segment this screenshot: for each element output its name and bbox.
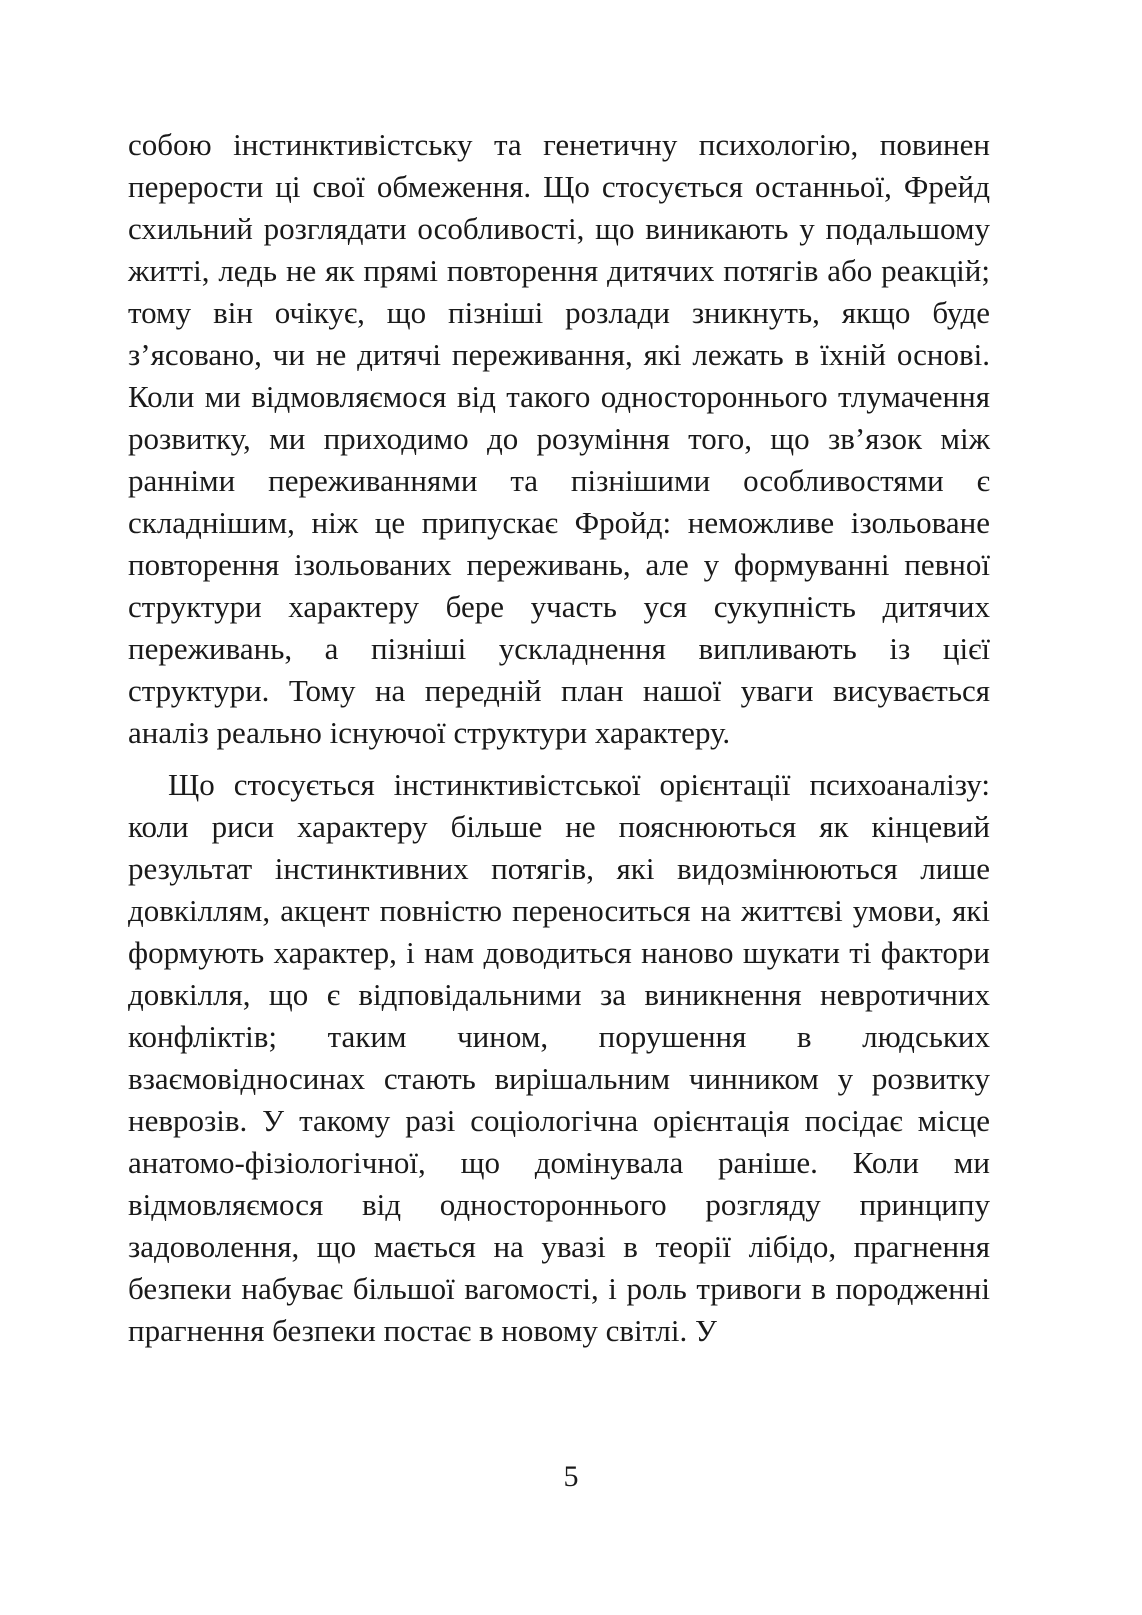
page-number: 5 (563, 1460, 579, 1493)
body-text (128, 124, 990, 1352)
paragraph-continued: собою інстинктивістську та генетичну психологію, повинен перерости ці свої обмеження. Що стосується останньої, Фрейд схильний розглядати особливості, що виникають у подальшому житті, ледь не як прямі повторення дитячих потягів або реакцій; тому він очікує, що пізніші розлади зникнуть, якщо буде з’ясовано, чи не дитячі переживання, які лежать в їхній основі. Коли ми відмовляємося від такого одностороннього тлумачення розвитку, ми приходимо до розуміння того, що зв’язок між ранніми переживаннями та пізнішими особливостями є складнішим, ніж це припускає Фройд: неможливе ізольоване повторення ізольованих переживань, але у формуванні певної структури характеру бере участь уся сукупність дитячих переживань, а пізніші ускладнення випливають із цієї структури. Тому на передній план нашої уваги висувається аналіз реально існуючої структури характеру. (128, 127, 990, 750)
paragraph-instinctivist-orientation: Що стосується інстинктивістської орієнтації психоаналізу: коли риси характеру більше не пояснюються як кінцевий результат інстинктивних потягів, які видозмінюються лише довкіллям, акцент повністю переноситься на життєві умови, які формують характер, і нам доводиться наново шукати ті фактори довкілля, що є відповідальними за виникнення невротичних конфліктів; таким чином, порушення в людських взаємовідносинах стають вирішальним чинником у розвитку неврозів. У такому разі соціологічна орієнтація посідає місце анатомо-фізіологічної, що домінувала раніше. Коли ми відмовляємося від одностороннього розгляду принципу задоволення, що мається на увазі в теорії лібідо, прагнення безпеки набуває більшої вагомості, і роль тривоги в породженні прагнення безпеки постає в новому світлі. У (128, 767, 990, 1348)
